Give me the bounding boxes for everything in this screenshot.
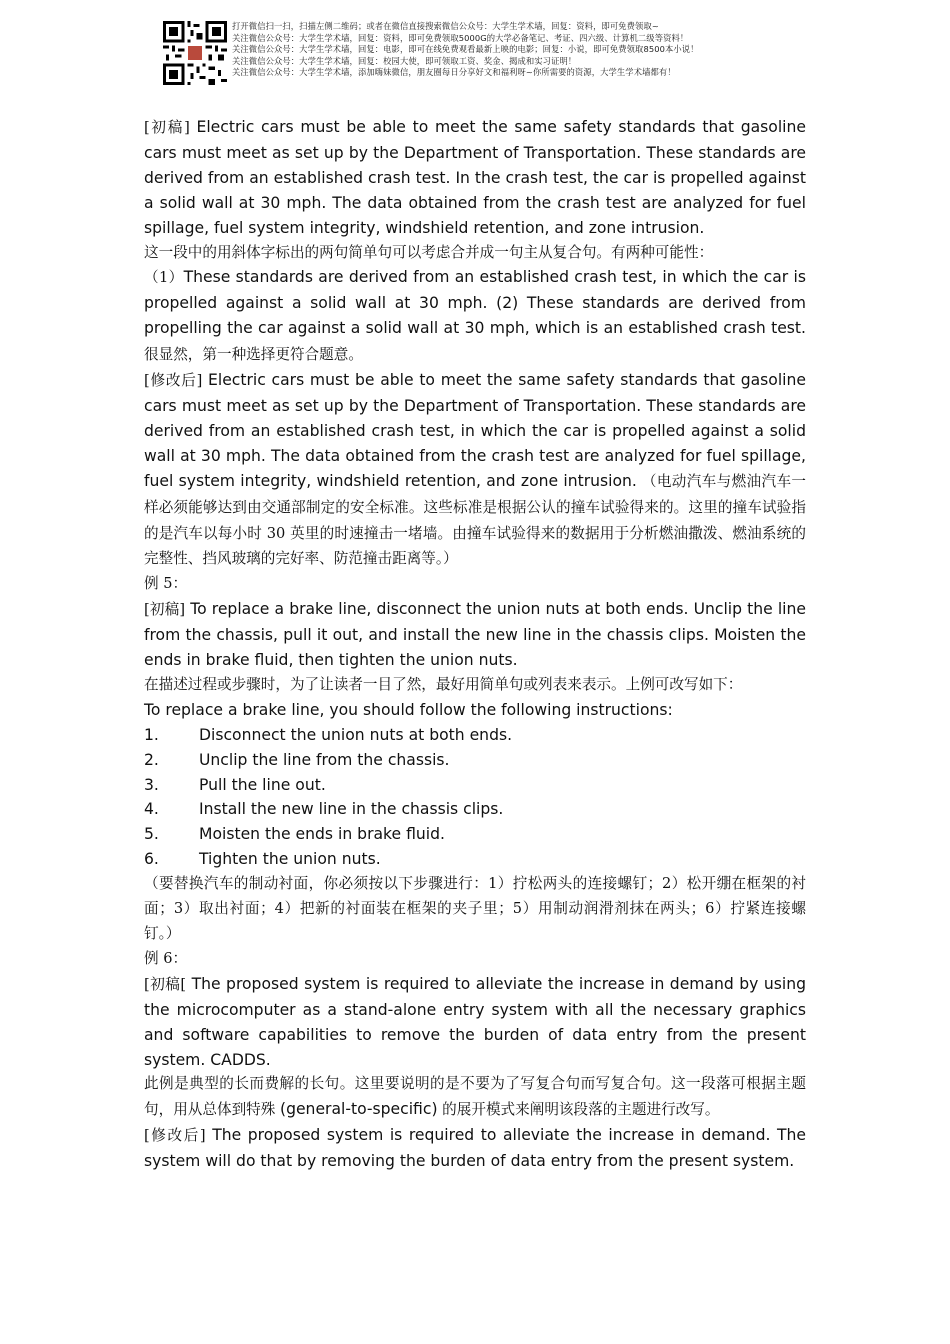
options-text: These standards are derived from an established crash test, in which the car is propelled against a solid wall at 30 mph. (2) These standards are derived from propelling the car against a solid wall at 30 mph, which is an established crash test.: [144, 268, 806, 338]
example-6-revised: [144, 1123, 806, 1174]
step-text: Pull the line out.: [199, 775, 326, 794]
step-text: Moisten the ends in brake fluid.: [199, 825, 445, 844]
revised-translation: （电动汽车与燃油汽车一样必须能够达到由交通部制定的安全标准。这些标准是根据公认的撞车试验得来的。这里的撞车试验指的是汽车以每小时 30 英里的时速撞击一堵墙。由撞车试验得来的数据用于分析燃油撒泼、燃油系统的完整性、挡风玻璃的完好率、防范撞击距离等。）: [144, 472, 806, 568]
steps-intro: To replace a brake line, you should follow the following instructions:: [144, 700, 673, 719]
document-body: [144, 115, 806, 1174]
draft-paragraph-1: [144, 115, 806, 241]
promo-banner: [163, 20, 803, 86]
note-text: 的展开模式来阐明该段落的主题进行改写。: [437, 1101, 720, 1119]
example-5-draft: [144, 597, 806, 673]
step-number: 2.: [144, 750, 159, 769]
qr-code-icon[interactable]: [163, 21, 227, 85]
revised-tag: [修改后]: [144, 1127, 206, 1145]
revised-text: Electric cars must be able to meet the same safety standards that gasoline cars must meet as set up by the Department of Transportation. These standards are derived from an established crash test, in which the car is propelled against a solid wall at 30 mph. The data obtained from the crash test are analyzed for fuel spillage, fuel system integrity, windshield retention, and zone intrusion.: [144, 371, 806, 490]
step-number: 1.: [144, 725, 159, 744]
list-item: [144, 723, 806, 748]
draft-tag: [初稿[: [144, 975, 187, 993]
example-5-label: 例 5：: [144, 575, 188, 593]
options-comment: 很显然，第一种选择更符合题意。: [144, 346, 363, 364]
list-item: [144, 822, 806, 847]
example-5-note: 在描述过程或步骤时，为了让读者一目了然，最好用简单句或列表来表示。上例可改写如下：: [144, 675, 743, 693]
note-text: 此例是典型的长而费解的长句。这里要说明的是不要为了写复合句而写复合句。这一段落可根据主题句，用从总体到特殊: [144, 1075, 806, 1119]
draft-tag: [初稿]: [144, 119, 190, 136]
example-5-translation: （要替换汽车的制动衬面，你必须按以下步骤进行：1）拧松两头的连接螺钉；2）松开绷在框架的衬面；3）取出衬面；4）把新的衬面装在框架的夹子里；5）用制动润滑剂抹在两头；6）拧紧连接螺钉。）: [144, 875, 806, 942]
step-text: Tighten the union nuts.: [199, 850, 381, 869]
draft-tag: [初稿]: [144, 601, 186, 619]
note-english-term: (general-to-specific): [279, 1100, 438, 1119]
list-item: [144, 847, 806, 872]
banner-line: 打开微信扫一扫，扫描左侧二维码；或者在微信直接搜索微信公众号：大学生学术墙，回复：资料，即可免费领取~: [232, 21, 659, 31]
list-item: [144, 748, 806, 773]
banner-line: 关注微信公众号：大学生学术墙，回复：资料，即可免费领取5000G的大学必备笔记、考证、四六级、计算机二级等资料！: [232, 32, 689, 43]
list-item: [144, 773, 806, 798]
example-6-draft: [144, 972, 806, 1073]
revised-paragraph-1: [144, 368, 806, 572]
draft-text: The proposed system is required to alleviate the increase in demand by using the microcomputer as a stand-alone entry system with all the necessary graphics and software capabilities to remove the burden of data entry from the present system. CADDS.: [144, 974, 807, 1069]
options-paragraph: [144, 265, 806, 368]
step-number: 5.: [144, 825, 159, 844]
step-text: Install the new line in the chassis clips.: [199, 800, 504, 819]
step-text: Disconnect the union nuts at both ends.: [199, 725, 513, 744]
example-6-label: 例 6：: [144, 949, 188, 967]
banner-line: 关注微信公众号：大学生学术墙，回复：电影，即可在线免费观看最新上映的电影；回复：小说，即可免费领取8500本小说！: [232, 44, 699, 55]
banner-line: 关注微信公众号：大学生学术墙，添加嗨妹微信，朋友圈每日分享好文和福利呀~你所需要的资源，大学生学术墙都有！: [232, 67, 676, 78]
note-combine-sentences: 这一段中的用斜体字标出的两句简单句可以考虑合并成一句主从复合句。有两种可能性：: [144, 243, 714, 261]
step-text: Unclip the line from the chassis.: [199, 750, 450, 769]
banner-line: 关注微信公众号：大学生学术墙，回复：校园大使，即可领取工资、奖金、揭成和实习证明！: [232, 55, 577, 66]
draft-text: Electric cars must be able to meet the same safety standards that gasoline cars must meet as set up by the Department of Transportation. These standards are derived from an established crash test. In the crash test, the car is propelled against a solid wall at 30 mph. The data obtained from the crash test are analyzed for fuel spillage, fuel system integrity, windshield retention, and zone intrusion.: [144, 118, 806, 237]
step-number: 3.: [144, 775, 159, 794]
revised-tag: [修改后]: [144, 372, 203, 390]
list-item: [144, 797, 806, 822]
draft-text: To replace a brake line, disconnect the union nuts at both ends. Unclip the line from the chassis, pull it out, and install the new line in the chassis clips. Moisten the ends in brake fluid, then tighten the union nuts.: [144, 600, 806, 670]
step-number: 6.: [144, 850, 159, 869]
qr-logo-icon: [186, 44, 204, 62]
example-6-note: [144, 1072, 806, 1123]
revised-text: The proposed system is required to alleviate the increase in demand. The system will do that by removing the burden of data entry from the present system.: [144, 1126, 806, 1171]
banner-text: [232, 21, 802, 79]
option-number: （1）: [144, 269, 184, 287]
step-number: 4.: [144, 800, 159, 819]
